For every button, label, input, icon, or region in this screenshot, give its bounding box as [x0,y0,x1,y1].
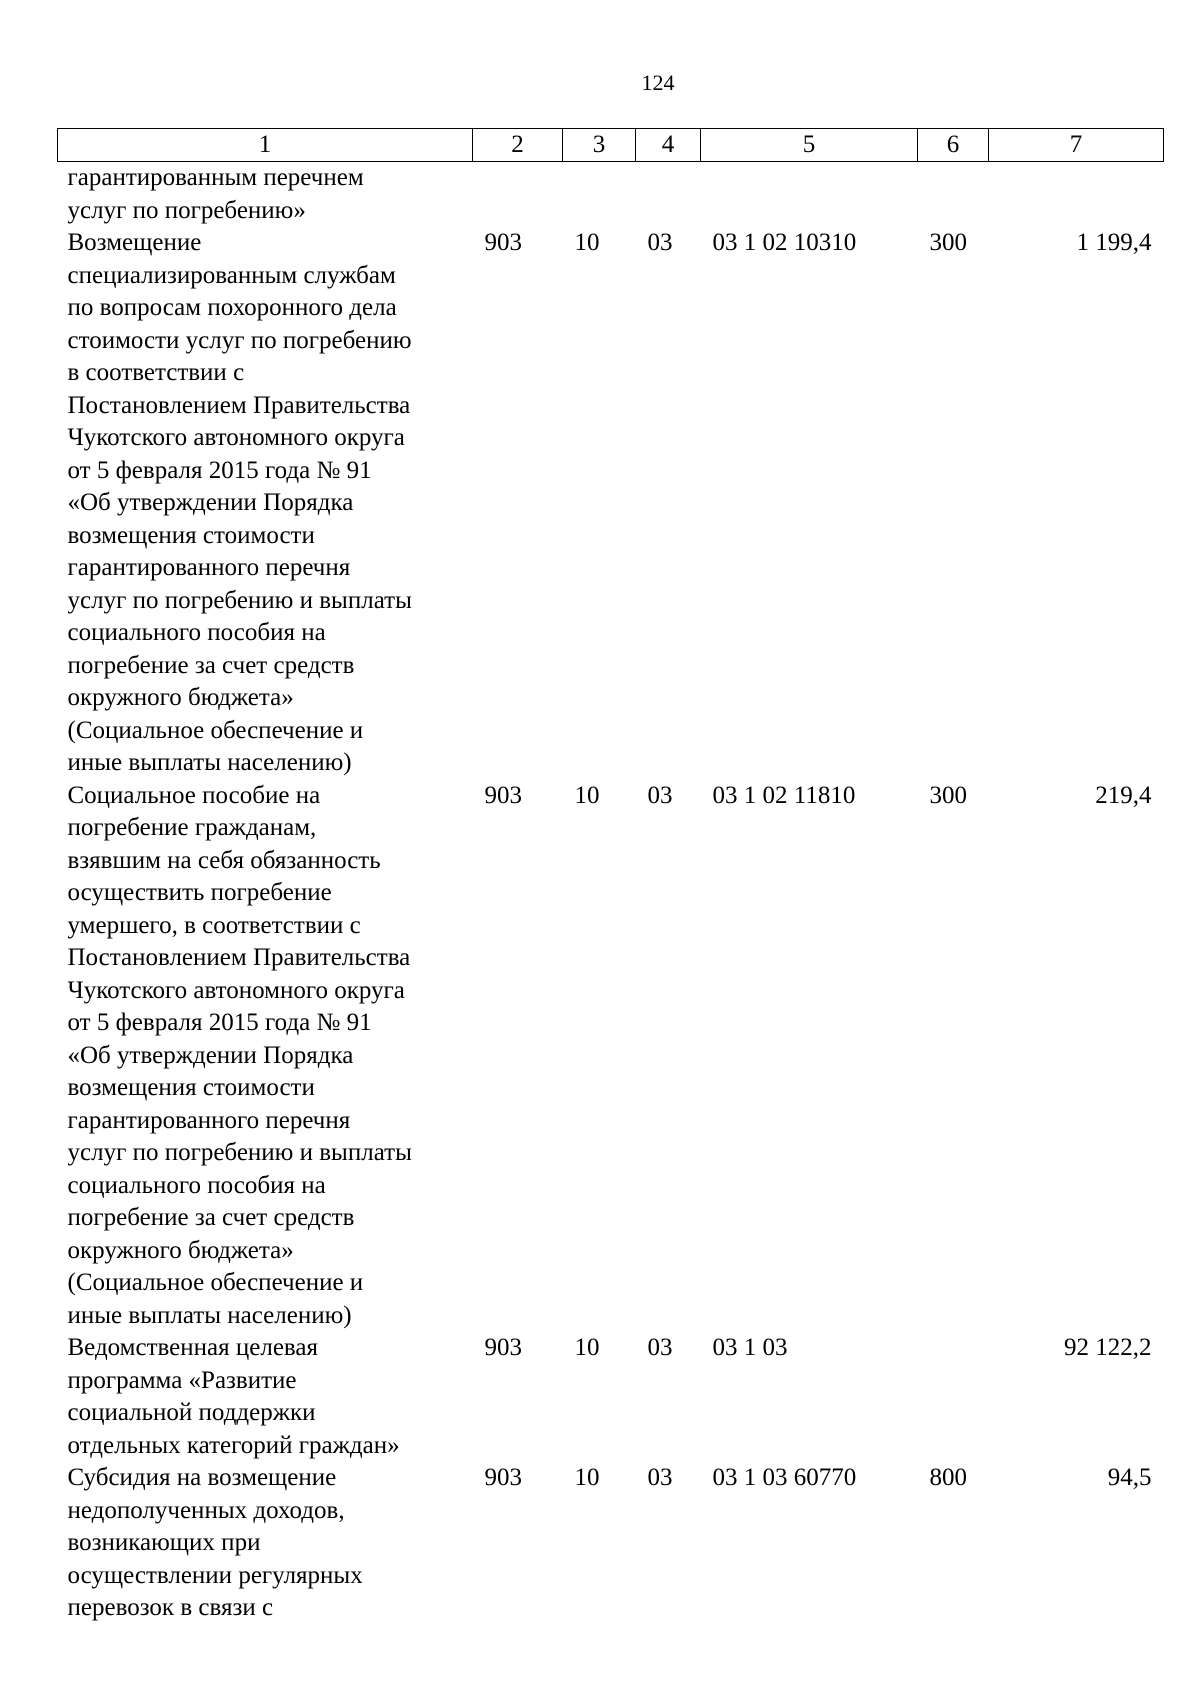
description-line: Постановлением Правительства [67,391,411,419]
target-article-code: 03 1 03 60770 [712,1464,857,1491]
description-line: Субсидия на возмещение [67,1464,337,1491]
expense-type-code: 300 [929,229,967,256]
description-line: Ведомственная целевая [67,1334,319,1361]
page-number: 124 [641,70,675,95]
column-header: 1 [58,129,473,162]
description-line: отдельных категорий граждан» [67,1431,400,1459]
description-line: социальной поддержки [67,1399,316,1426]
column-header: 4 [636,129,701,162]
description-line: возмещения стоимости [67,521,315,549]
row-description [58,1332,473,1462]
description-line: Постановлением Правительства [67,944,411,971]
department-code: 903 [484,1464,522,1491]
description-line: услуг по погребению и выплаты [67,1139,412,1166]
description-line: осуществлении регулярных [67,1561,363,1589]
description-line: в соответствии с [67,359,245,386]
description-line: «Об утверждении Порядка [67,489,354,516]
table-header-row [58,129,1164,162]
column-header: 3 [563,129,636,162]
expense-type-code: 300 [929,781,967,809]
subsection-code: 03 [647,1464,673,1491]
description-line: по вопросам похоронного дела [67,294,397,321]
expense-type-code [918,162,989,228]
row-description [58,1462,473,1625]
description-line: социального пособия на [67,1171,326,1199]
section-code [563,162,636,228]
description-line: «Об утверждении Порядка [67,1041,354,1069]
target-article-code [701,162,918,228]
section-code: 10 [574,1464,600,1491]
row-description [58,227,473,780]
target-article-code: 03 1 02 11810 [712,781,856,809]
expense-type-code [918,1332,989,1462]
description-line: программа «Развитие [67,1366,297,1394]
description-line: недополученных доходов, [67,1496,345,1524]
description-line: от 5 февраля 2015 года № 91 [67,1009,372,1036]
description-line: Возмещение [67,229,202,256]
table-row [58,1332,1164,1462]
description-line: стоимости услуг по погребению [67,326,412,354]
amount: 94,5 [1107,1464,1152,1491]
description-line: (Социальное обеспечение и [67,716,364,744]
row-description [58,780,473,1333]
amount [989,162,1164,228]
description-line: (Социальное обеспечение и [67,1269,364,1296]
table-row [58,1462,1164,1625]
target-article-code: 03 1 02 10310 [712,229,857,256]
department-code [473,162,563,228]
table-row [58,162,1164,228]
description-line: погребение за счет средств [67,1204,355,1231]
description-line: гарантированным перечнем [67,164,364,191]
section-code: 10 [574,229,600,256]
description-line: погребение гражданам, [67,814,317,841]
description-line: социального пособия на [67,619,326,646]
table-body [58,162,1164,1625]
description-line: Социальное пособие на [67,781,321,809]
description-line: осуществить погребение [67,879,332,906]
subsection-code: 03 [647,781,673,809]
column-header: 5 [701,129,918,162]
subsection-code [636,162,701,228]
description-line: окружного бюджета» [67,684,294,711]
description-line: иные выплаты населению) [67,1301,352,1329]
department-code: 903 [484,229,522,256]
section-code: 10 [574,1334,600,1361]
table-row [58,227,1164,780]
column-header: 7 [989,129,1164,162]
amount: 92 122,2 [1064,1334,1152,1361]
description-line: гарантированного перечня [67,554,351,581]
description-line: услуг по погребению» [67,196,306,224]
target-article-code: 03 1 03 [712,1334,788,1361]
description-line: возмещения стоимости [67,1074,315,1101]
description-line: от 5 февраля 2015 года № 91 [67,456,372,484]
description-line: Чукотского автономного округа [67,424,405,451]
section-code: 10 [574,781,600,809]
description-line: взявшим на себя обязанность [67,846,381,874]
row-description [58,162,473,228]
description-line: специализированным службам [67,261,396,289]
expense-type-code: 800 [929,1464,967,1491]
subsection-code: 03 [647,1334,673,1361]
department-code: 903 [484,781,522,809]
department-code: 903 [484,1334,522,1361]
description-line: умершего, в соответствии с [67,911,361,939]
table-row [58,780,1164,1333]
description-line: гарантированного перечня [67,1106,351,1134]
amount: 219,4 [1095,781,1152,809]
budget-table [57,128,1164,1625]
amount: 1 199,4 [1076,229,1152,256]
description-line: погребение за счет средств [67,651,355,679]
description-line: Чукотского автономного округа [67,976,405,1004]
description-line: перевозок в связи с [67,1594,274,1621]
subsection-code: 03 [647,229,673,256]
description-line: окружного бюджета» [67,1236,294,1264]
description-line: возникающих при [67,1529,261,1556]
description-line: иные выплаты населению) [67,749,352,776]
column-header: 2 [473,129,563,162]
description-line: услуг по погребению и выплаты [67,586,412,614]
column-header: 6 [918,129,989,162]
